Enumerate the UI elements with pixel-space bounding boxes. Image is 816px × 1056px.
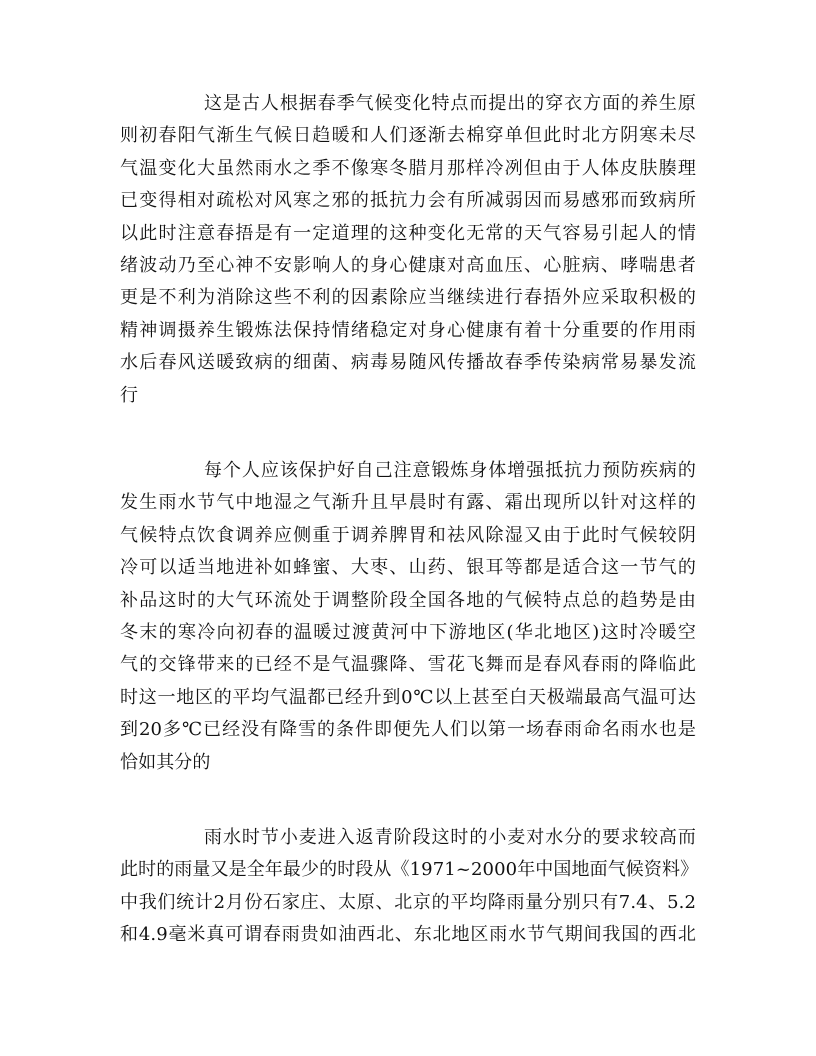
paragraph-line: 以此时注意春捂是有一定道理的这种变化无常的天气容易引起人的情 <box>120 222 696 244</box>
paragraph-line: 水后春风送暖致病的细菌、病毒易随风传播故春季传染病常易暴发流 <box>120 352 696 374</box>
paragraph-2 <box>120 455 696 779</box>
paragraph-line: 绪波动乃至心神不安影响人的身心健康对高血压、心脏病、哮喘患者 <box>120 254 696 276</box>
paragraph-line: 补品这时的大气环流处于调整阶段全国各地的气候特点总的趋势是由 <box>120 589 696 611</box>
paragraph-line: 则初春阳气渐生气候日趋暖和人们逐渐去棉穿单但此时北方阴寒未尽 <box>120 125 696 147</box>
paragraph-line: 行 <box>120 384 139 406</box>
paragraph-line: 此时的雨量又是全年最少的时段从《1971~2000年中国地面气候资料》 <box>120 859 699 881</box>
paragraph-line: 时这一地区的平均气温都已经升到0℃以上甚至白天极端最高气温可达 <box>120 686 696 708</box>
paragraph-line: 已变得相对疏松对风寒之邪的抵抗力会有所减弱因而易感邪而致病所 <box>120 190 696 212</box>
paragraph-line: 气候特点饮食调养应侧重于调养脾胃和祛风除湿又由于此时气候较阴 <box>120 524 696 546</box>
paragraph-line: 中我们统计2月份石家庄、太原、北京的平均降雨量分别只有7.4、5.2 <box>120 891 696 913</box>
paragraph-line: 和4.9毫米真可谓春雨贵如油西北、东北地区雨水节气期间我国的西北 <box>120 924 696 946</box>
paragraph-3 <box>120 822 699 952</box>
paragraph-line: 更是不利为消除这些不利的因素除应当继续进行春捂外应采取积极的 <box>120 287 696 309</box>
paragraph-line: 精神调摄养生锻炼法保持情绪稳定对身心健康有着十分重要的作用雨 <box>120 319 696 341</box>
paragraph-line: 到20多℃已经没有降雪的条件即便先人们以第一场春雨命名雨水也是 <box>120 719 696 741</box>
paragraph-line: 恰如其分的 <box>120 751 211 773</box>
paragraph-line: 雨水时节小麦进入返青阶段这时的小麦对水分的要求较高而 <box>204 827 696 848</box>
paragraph-line: 气的交锋带来的已经不是气温骤降、雪花飞舞而是春风春雨的降临此 <box>120 654 696 676</box>
paragraph-line: 每个人应该保护好自己注意锻炼身体增强抵抗力预防疾病的 <box>204 460 696 481</box>
paragraph-line: 冷可以适当地进补如蜂蜜、大枣、山药、银耳等都是适合这一节气的 <box>120 557 696 579</box>
paragraph-line: 这是古人根据春季气候变化特点而提出的穿衣方面的养生原 <box>204 93 696 114</box>
paragraph-line: 冬末的寒冷向初春的温暖过渡黄河中下游地区(华北地区)这时冷暖空 <box>120 621 696 643</box>
paragraph-1 <box>120 88 696 412</box>
paragraph-line: 气温变化大虽然雨水之季不像寒冬腊月那样冷冽但由于人体皮肤腠理 <box>120 157 696 179</box>
paragraph-line: 发生雨水节气中地湿之气渐升且早晨时有露、霜出现所以针对这样的 <box>120 492 696 514</box>
